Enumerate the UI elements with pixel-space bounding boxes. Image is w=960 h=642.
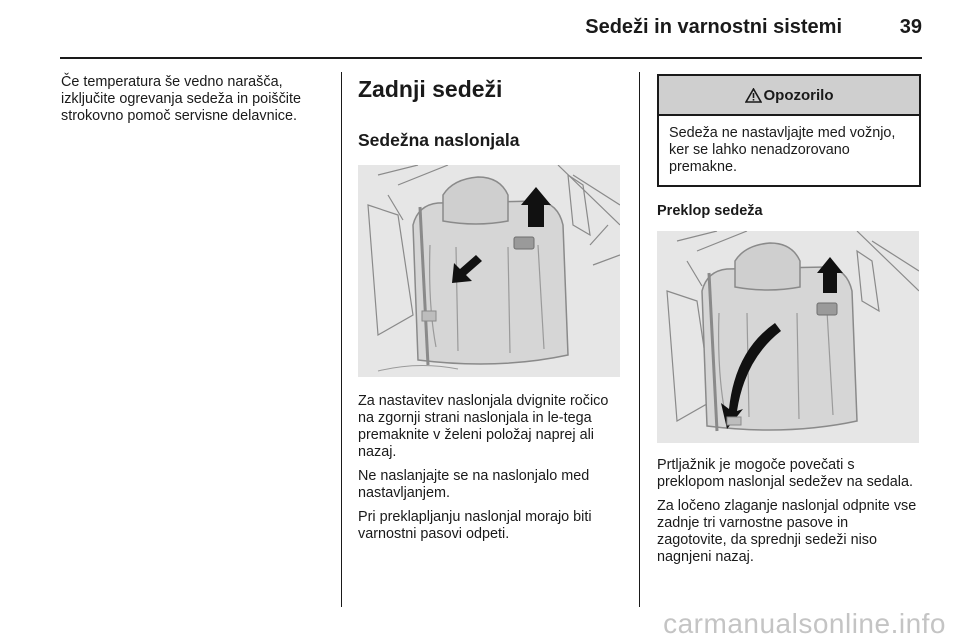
header-rule	[60, 57, 922, 59]
seat-fold-drawing	[657, 231, 919, 443]
fold-paragraph-2: Za ločeno zlaganje naslonjal odpnite vse zadnje tri varnostne pasove in zagotovite, da sprednji sedeži niso nagnjeni nazaj.	[657, 498, 917, 565]
paragraph-2: Ne naslanjajte se na naslonjalo med nastavljanjem.	[358, 468, 590, 501]
column-right	[657, 74, 921, 573]
watermark-text: carmanualsonline.info	[663, 608, 946, 639]
warning-text: Sedeža ne nastavljajte med vožnjo, ker se lahko nenadzorovano premakne.	[669, 125, 896, 175]
warning-title: Opozorilo	[763, 86, 834, 104]
column-divider-right	[639, 72, 640, 607]
column-divider-left	[341, 72, 342, 607]
page-number: 39	[899, 16, 922, 38]
page-header-title: Sedeži in varnostni sistemi	[585, 16, 842, 38]
section-subheading: Sedežna naslonjala	[358, 130, 520, 150]
column-middle	[358, 74, 628, 550]
paragraph-1: Za nastavitev naslonjala dvignite ročico na zgornji strani naslonjala in le-tega premaknite v želeni položaj naprej ali nazaj.	[358, 393, 609, 460]
warning-header	[659, 76, 919, 116]
backrest-adjust-drawing	[358, 165, 620, 377]
section-heading: Zadnji sedeži	[358, 76, 503, 102]
warning-box	[657, 74, 921, 187]
intro-paragraph: Če temperatura še vedno narašča, izklјučite ogrevanja sedeža in poiščite strokovno pomoč servisne delavnice.	[61, 74, 301, 124]
seat-fold-illustration	[657, 231, 919, 443]
fold-paragraph-1: Prtljažnik je mogoče povečati s preklopom naslonjal sedežev na sedala.	[657, 457, 913, 490]
paragraph-3: Pri preklapljanju naslonjal morajo biti varnostni pasovi odpeti.	[358, 509, 592, 542]
section-subheading-fold: Preklop sedeža	[657, 203, 763, 219]
backrest-adjust-illustration	[358, 165, 620, 377]
warning-triangle-icon	[745, 88, 762, 103]
column-left	[61, 74, 333, 125]
